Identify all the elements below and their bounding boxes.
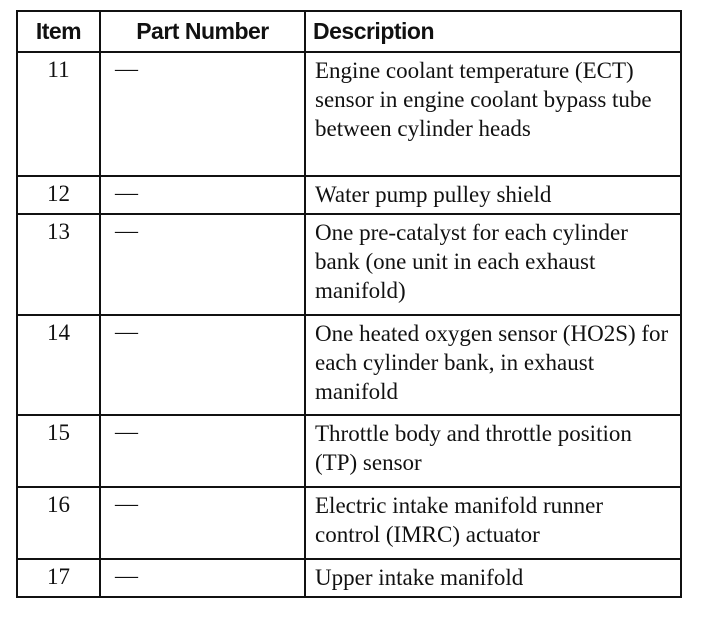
table-row (17, 559, 681, 597)
table-row (17, 176, 681, 214)
item-cell: 11 (17, 52, 100, 176)
header-item: Item (17, 11, 100, 52)
description-cell: Throttle body and throttle position (TP) sensor (305, 415, 681, 487)
part-number-cell: — (100, 487, 305, 559)
table-row (17, 315, 681, 415)
item-cell: 12 (17, 176, 100, 214)
item-cell: 15 (17, 415, 100, 487)
description-cell: One pre-catalyst for each cylinder bank (one unit in each exhaust manifold) (305, 214, 681, 315)
table-row (17, 415, 681, 487)
table-row (17, 214, 681, 315)
parts-table (16, 10, 682, 598)
header-part-number: Part Number (100, 11, 305, 52)
table-row (17, 487, 681, 559)
item-cell: 14 (17, 315, 100, 415)
table-row (17, 52, 681, 176)
description-cell: Water pump pulley shield (305, 176, 681, 214)
part-number-cell: — (100, 559, 305, 597)
header-description: Description (305, 11, 681, 52)
part-number-cell: — (100, 214, 305, 315)
part-number-cell: — (100, 315, 305, 415)
description-cell: Electric intake manifold runner control (IMRC) actuator (305, 487, 681, 559)
item-cell: 16 (17, 487, 100, 559)
table-header-row (17, 11, 681, 52)
item-cell: 13 (17, 214, 100, 315)
part-number-cell: — (100, 52, 305, 176)
part-number-cell: — (100, 415, 305, 487)
description-cell: One heated oxygen sensor (HO2S) for each cylinder bank, in exhaust manifold (305, 315, 681, 415)
description-cell: Upper intake manifold (305, 559, 681, 597)
item-cell: 17 (17, 559, 100, 597)
description-cell: Engine coolant temperature (ECT) sensor in engine coolant bypass tube between cylinder heads (305, 52, 681, 176)
part-number-cell: — (100, 176, 305, 214)
